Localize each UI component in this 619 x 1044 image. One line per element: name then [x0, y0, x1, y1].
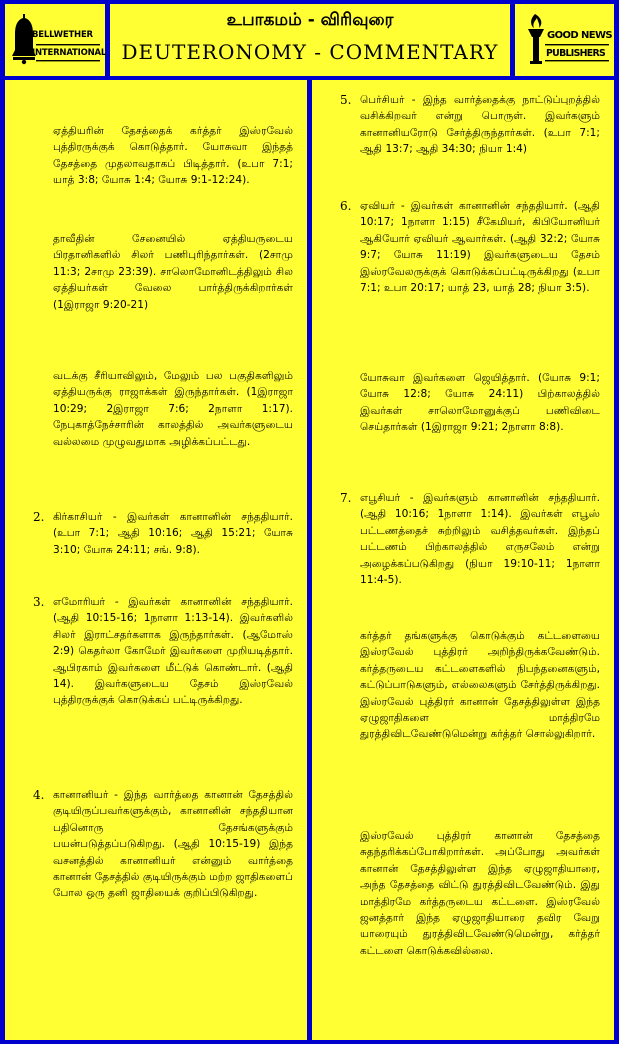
item-number-3: 3.	[33, 595, 45, 609]
paragraph-david-army: தாவீதின் சேனையில் ஏத்தியருடைய பிரதானிகளில் சிலர் பணிபுரிந்தார்கள். (2சாமு 11:3; 2சாமு 23:39). சாலொமோனிடத்திலும் சில ஏத்தியர்கள் வேலை பார்த்திருக்கிறார்கள் (1இராஜா 9:20-21)	[53, 233, 293, 311]
good-news-logo-box	[515, 4, 614, 76]
right-column	[312, 80, 614, 1040]
item-canaanites: கானானியர் - இந்த வார்த்தை கானான் தேசத்தில் குடியிருப்பவர்களுக்கும், கானானின் சந்ததியான பதினொரு தேசங்களுக்கும் பயன்படுத்தப்படுகிறது. (ஆதி 10:15-19) இந்த வசனத்தில் கானானியர் என்னும் வார்த்தை கானான் தேசத்தில் குடியிருக்கும் மற்ற ஜாதிகளைப் போல ஒரு தனி ஜாதியைக் குறிப்பிடுகிறது.	[53, 789, 293, 900]
good-news-logo	[515, 4, 614, 76]
item-number-2: 2.	[33, 510, 45, 524]
paragraph-commandment-conditions: கர்த்தர் தங்களுக்கு கொடுக்கும் கட்டளையை இஸ்ரவேல் புத்திரர் அறிந்திருக்கவேண்டும். கர்த்தருடைய கட்டளைகளில் நிபந்தனைகளும், கட்டுப்பாடுகளும், எல்லைகளும் சேர்த்திருக்கிறது. இஸ்ரவேல் புத்திரர் கானான் தேசத்திலுள்ள இந்த ஏழுஜாதிகளை மாத்திரமே துரத்திவிடவேண்டுமென்று கர்த்தர் சொல்லுகிறார்.	[360, 630, 600, 741]
page-title-tamil: உபாகமம் - விரிவுரை	[226, 10, 394, 30]
item-number-7: 7.	[340, 491, 352, 505]
bellwether-logo-box	[5, 4, 105, 76]
paragraph-joshua-conquest: யோசுவா இவர்களை ஜெயித்தார். (யோசு 9:1; யோசு 12:8; யோசு 24:11) பிற்காலத்தில் இவர்கள் சாலொமோனுக்குப் பணிவிடை செய்தார்கள் (1இராஜா 9:21; 2நாளா 8:8).	[360, 372, 600, 434]
bellwether-logo	[5, 4, 105, 76]
item-amorites: எமோரியர் - இவர்கள் கானானின் சந்ததியார். (ஆதி 10:15-16; 1நாளா 1:13-14). இவர்களில் சிலர் இராட்சதர்களாக இருந்தார்கள். (ஆமோஸ் 2:9) கெதர்லா கோமேர் இவர்களை முறியடித்தார். ஆபிரகாம் இவர்களை மீட்டுக் கொண்டார். (ஆதி 14). இவர்களுடைய தேசம் இஸ்ரவேல் புத்திரருக்குக் கொடுக்கப் பட்டிருக்கிறது.	[53, 596, 293, 707]
paragraph-syria-kings: வடக்கு சீரியாவிலும், மேலும் பல பகுதிகளிலும் ஏத்தியருக்கு ராஜாக்கள் இருந்தார்கள். (1இராஜா 10:29; 2இராஜா 7:6; 2நாளா 1:17). நேபுகாத்நேச்சாரின் காலத்தில் அவர்களுடைய வல்லமை முழுவதுமாக அழிக்கப்பட்டது.	[53, 370, 293, 448]
left-column	[5, 80, 307, 1040]
good-news-logo-line2: PUBLISHERS	[546, 48, 606, 59]
paragraph-hittites: ஏத்தியரின் தேசத்தைக் கர்த்தர் இஸ்ரவேல் புத்திரருக்குக் கொடுத்தார். யோசுவா இந்தத் தேசத்தை முதலாவதாகப் பிடித்தார். (உபா 7:1; யாத் 3:8; யோசு 1:4; யோசு 9:1-12:24).	[53, 125, 293, 187]
item-hivites: ஏவியர் - இவர்கள் கானானின் சந்ததியார். (ஆதி 10:17; 1நாளா 1:15) சீகேமியர், கிபியோனியர் ஆகியோர் ஏவியர் ஆவார்கள். (ஆதி 32:2; யோசு 9:7; யோசு 11:19) இவர்களுடைய தேசம் இஸ்ரவேலருக்குக் கொடுக்கப்பட்டிருக்கிறது (உபா 7:1; உபா 20:17; யாத் 23, யாத் 28; நியா 3:5).	[360, 200, 600, 295]
item-number-4: 4.	[33, 788, 45, 802]
item-number-6: 6.	[340, 199, 352, 213]
paragraph-inherit-canaan: இஸ்ரவேல் புத்திரர் கானான் தேசத்தை சுதந்தரிக்கப்போகிறார்கள். அப்போது அவர்கள் கானான் தேசத்திலுள்ள இந்த ஏழுஜாதியாரை, அந்த தேசத்தை விட்டு துரத்திவிடவேண்டும். இது மாத்திரமே கர்த்தருடைய கட்டளை. இஸ்ரவேல் ஜனத்தார் இந்த ஏழுஜாதியாரை தவிர வேறு யாரையும் துரத்திவிடவேண்டுமென்று, கர்த்தர் கட்டளை கொடுக்கவில்லை.	[360, 830, 600, 957]
good-news-logo-line1: GOOD NEWS	[547, 30, 613, 41]
item-number-5: 5.	[340, 93, 352, 107]
bellwether-logo-line1: BELLWETHER	[32, 30, 93, 40]
item-perizzites: பெர்சியர் - இந்த வார்த்தைக்கு நாட்டுப்புறத்தில் வசிக்கிறவர் என்று பொருள். இவர்களும் கானானியரோடு சேர்த்திருந்தார்கள். (உபா 7:1; ஆதி 13:7; ஆதி 34:30; நியா 1:4)	[360, 94, 600, 156]
item-jebusites: எபூசியர் - இவர்களும் கானானின் சந்ததியார். (ஆதி 10:16; 1நாளா 1:14). இவர்கள் எபூஸ் பட்டணத்தைச் சுற்றிலும் வசித்தவர்கள். இந்தப் பட்டணம் பிற்காலத்தில் எருசலேம் என்று அழைக்கப்படுகிறது (நியா 19:10-11; 1நாளா 11:4-5).	[360, 492, 600, 587]
item-girgashites: கிர்காசியர் - இவர்கள் கானானின் சந்ததியார். (உபா 7:1; ஆதி 10:16; ஆதி 15:21; யோசு 3:10; யோசு 24:11; சங். 9:8).	[53, 511, 293, 556]
title-box	[110, 4, 510, 76]
page-title-english: DEUTERONOMY - COMMENTARY	[121, 40, 499, 64]
bellwether-logo-line2: INTERNATIONAL	[32, 48, 107, 58]
